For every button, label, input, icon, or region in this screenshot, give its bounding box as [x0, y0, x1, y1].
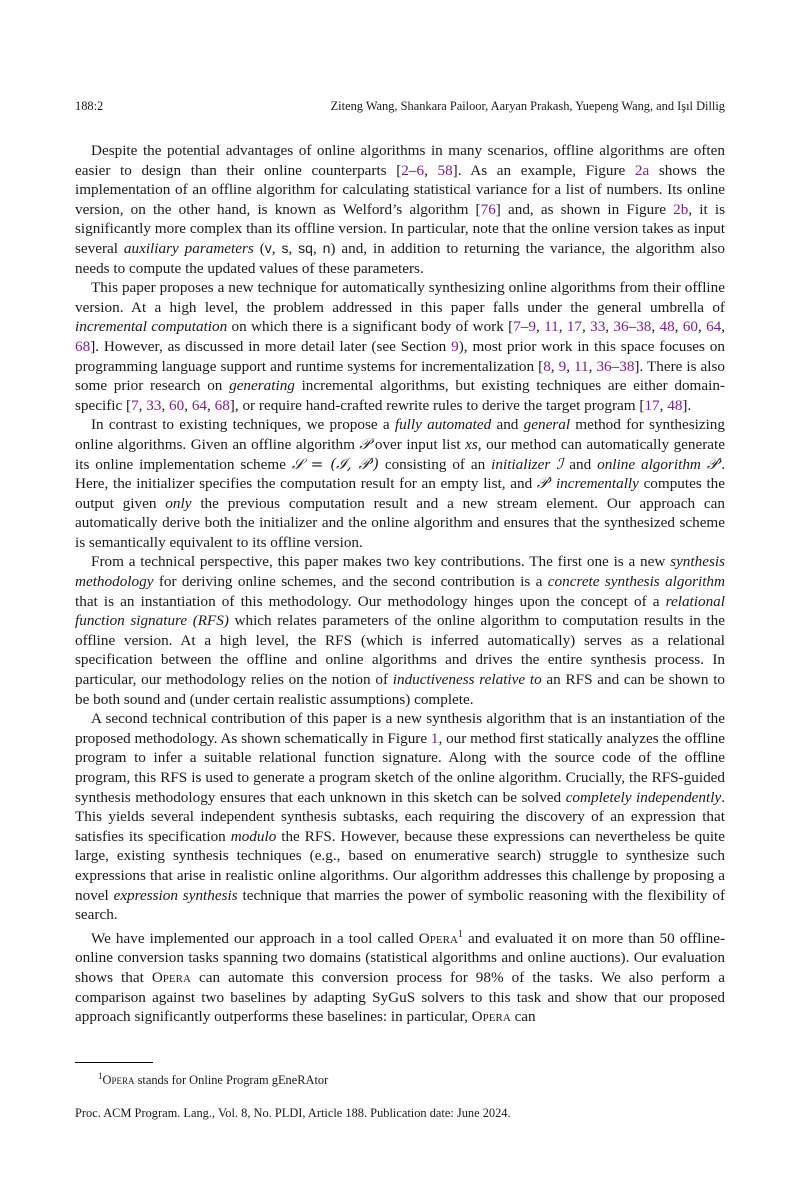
text-run: ,	[288, 239, 299, 257]
text-run: We have implemented our approach in a tool called	[91, 929, 419, 947]
citation-link[interactable]: 8	[543, 357, 551, 375]
text-run: ,	[550, 357, 559, 375]
citation-link[interactable]: 48	[667, 396, 683, 414]
text-run: , our method can automatically generate its online implementation scheme	[75, 435, 726, 473]
text-run: incremental algorithms, but existing techniques are either domain-specific [	[75, 377, 725, 414]
citation-link[interactable]: 76	[480, 200, 496, 218]
text-run: –	[628, 318, 637, 336]
citation-link[interactable]: 17	[566, 318, 582, 336]
text-run: ,	[535, 318, 545, 336]
citation-link[interactable]: 68	[214, 396, 230, 414]
emphasis-text: fully automated	[394, 416, 492, 434]
text-run: that is an instantiation of this methodology. Our methodology hinges upon the concept of a	[75, 592, 666, 610]
citation-link[interactable]: 60	[169, 396, 185, 414]
text-run: (	[253, 239, 265, 257]
citation-link[interactable]: 36	[613, 318, 629, 336]
emphasis-text: incremental computation	[75, 318, 228, 336]
text-run: ], or require hand-crafted rewrite rules to derive the target program [	[229, 396, 645, 414]
code-token: n	[322, 239, 331, 256]
citation-link[interactable]: 58	[437, 161, 453, 179]
text-run: ]. As an example, Figure	[452, 161, 635, 179]
citation-link[interactable]: 17	[644, 396, 660, 414]
text-run: and	[491, 416, 524, 434]
code-token: v	[264, 239, 272, 256]
citation-link[interactable]: 33	[146, 396, 162, 414]
citation-link[interactable]: 64	[706, 318, 722, 336]
math-symbol: 𝒫′	[536, 474, 552, 493]
citation-link[interactable]: 60	[682, 318, 698, 336]
text-run: –	[408, 161, 417, 179]
text-run: consisting of an	[378, 455, 492, 473]
text-run: In contrast to existing techniques, we propose a	[91, 416, 395, 434]
paragraph	[75, 552, 725, 709]
text-run: ]. However, as discussed in more detail later (see Section	[90, 337, 452, 355]
emphasis-text: initializer	[491, 455, 551, 473]
text-run: This paper proposes a new technique for automatically synthesizing online algorithms from their offline version. At a high level, the problem addressed in this paper falls under the general umbrella of	[75, 279, 725, 316]
citation-link[interactable]: 7	[131, 396, 139, 414]
footnote-ref[interactable]: 1	[457, 928, 463, 940]
text-run: ,	[207, 396, 215, 414]
body-text	[75, 141, 725, 1027]
text-run: and evaluated it on more than 50 offline-online conversion tasks spanning two domains (statistical algorithms and online auctions). Our evaluation shows that	[75, 929, 726, 986]
text-run: –	[611, 357, 620, 375]
text-run: the previous computation result and a new stream element. Our approach can automatically derive both the initializer and the online algorithm and ensures that the synthesized scheme is semantically equivalent to its offline version.	[75, 494, 725, 551]
citation-link[interactable]: 2	[401, 161, 409, 179]
emphasis-text: incrementally	[555, 475, 639, 493]
text-run: ,	[184, 396, 192, 414]
citation-link[interactable]: 7	[513, 318, 521, 336]
emphasis-text: online algorithm	[597, 455, 701, 473]
footnote-marker: 1	[98, 1071, 103, 1081]
text-run: . This yields several independent synthesis subtasks, each requiring the discovery of an expression that satisfies its specification	[75, 788, 725, 845]
text-run: ,	[138, 396, 147, 414]
text-run: on which there is a significant body of work [	[227, 318, 514, 336]
text-run: . Here, the initializer specifies the computation result for an empty list, and	[75, 455, 726, 493]
citation-link[interactable]: 48	[659, 318, 675, 336]
text-run: can automate this conversion process for 98% of the tasks. We also perform a comparison against two baselines by adapting SyGuS solvers to this task and show that our proposed approach significantly outperforms these baselines: in particular,	[75, 969, 726, 1026]
tool-name: Opera	[471, 1008, 511, 1026]
paragraph	[75, 925, 725, 1027]
emphasis-text: general	[523, 416, 571, 434]
text-run: From a technical perspective, this paper makes two key contributions. The first one is a new	[91, 553, 671, 571]
citation-link[interactable]: 68	[75, 337, 91, 355]
citation-link[interactable]: 2a	[634, 161, 650, 179]
page-number: 188:2	[75, 99, 104, 113]
text-run: ].	[682, 396, 692, 414]
text-run: can	[510, 1008, 536, 1026]
citation-link[interactable]: 2b	[673, 200, 689, 218]
paragraph	[75, 141, 725, 278]
emphasis-text: synthesis methodology	[75, 553, 725, 591]
footnote-divider	[75, 1062, 153, 1063]
text-run: ,	[582, 318, 591, 336]
text-run: ,	[651, 318, 660, 336]
text-run: the RFS. However, because these expressions can nevertheless be quite large, existing synthesis techniques (e.g., based on enumerative search) struggle to synthesize such expressions that arise in realistic online algorithms. Our algorithm addresses this challenge by proposing a novel	[75, 827, 726, 904]
code-token: s	[281, 239, 289, 256]
text-run: an RFS and can be shown to be both sound and (under certain realistic assumptions) complete.	[75, 671, 726, 708]
emphasis-text: concrete synthesis algorithm	[547, 573, 725, 591]
text-run: ), most prior work in this space focuses on programming language support and runtime systems for incrementalization [	[75, 337, 725, 375]
citation-link[interactable]: 11	[574, 357, 589, 375]
emphasis-text: only	[165, 494, 192, 512]
text-run: ) and, in addition to returning the variance, the algorithm also needs to compute the updated values of these parameters.	[75, 239, 726, 277]
math-symbol: 𝒫′	[706, 454, 722, 473]
emphasis-text: generating	[229, 377, 295, 395]
text-run: and	[563, 455, 598, 473]
text-run: ,	[312, 239, 323, 257]
citation-link[interactable]: 33	[590, 318, 606, 336]
text-run: ,	[161, 396, 170, 414]
text-run: , our method first statically analyzes the offline program to infer a suitable relational function signature. Along with the source code of the offline program, this RFS is used to generate a program sketch of the online algorithm. Crucially, the RFS-guided synthesis methodology ensures that each unknown in this sketch can be solved	[75, 729, 726, 806]
math-symbol: ℐ	[556, 454, 564, 473]
citation-link[interactable]: 11	[544, 318, 559, 336]
text-run: Despite the potential advantages of online algorithms in many scenarios, offline algorithms are often easier to design than their online counterparts [	[75, 142, 725, 179]
text-run: ,	[588, 357, 597, 375]
text-run: ,	[659, 396, 668, 414]
tool-name: Opera	[151, 969, 191, 986]
tool-name: Opera	[418, 929, 458, 947]
text-run: ,	[721, 318, 726, 336]
text-run: ] and, as shown in Figure	[495, 200, 674, 218]
footnote-text: stands for Online Program gEneRAtor	[134, 1073, 329, 1088]
text-run: ,	[566, 357, 574, 375]
text-run: ]. There is also some prior research on	[75, 357, 726, 395]
citation-link[interactable]: 38	[619, 357, 635, 375]
text-run: over input list	[370, 435, 466, 453]
math-symbol: 𝒫	[359, 434, 371, 453]
text-run: ,	[558, 318, 567, 336]
text-run: , it is significantly more complex than its offline version. In particular, note that the online version takes as input several	[75, 200, 725, 257]
author-list: Ziteng Wang, Shankara Pailoor, Aaryan Prakash, Yuepeng Wang, and Işıl Dillig	[330, 99, 725, 113]
citation-link[interactable]: 36	[596, 357, 612, 375]
text-run: ,	[271, 239, 282, 257]
footnote-tool-name: Opera	[102, 1073, 135, 1088]
emphasis-text: relational function signature (RFS)	[75, 592, 725, 630]
text-run: –	[520, 318, 529, 336]
text-run: ,	[674, 318, 683, 336]
text-run: ,	[605, 318, 614, 336]
paragraph	[75, 278, 725, 415]
citation-link[interactable]: 9	[451, 337, 459, 355]
citation-link[interactable]: 38	[636, 318, 652, 336]
citation-link[interactable]: 6	[416, 161, 425, 179]
text-run: method for synthesizing online algorithms. Given an offline algorithm	[75, 416, 725, 453]
citation-link[interactable]: 1	[430, 729, 439, 747]
paragraph	[75, 709, 725, 925]
citation-link[interactable]: 9	[528, 318, 536, 336]
citation-link[interactable]: 9	[558, 357, 567, 375]
text-run: ,	[697, 318, 707, 336]
journal-footer: Proc. ACM Program. Lang., Vol. 8, No. PLDI, Article 188. Publication date: June 2024.	[75, 1106, 511, 1120]
text-run: A second technical contribution of this paper is a new synthesis algorithm that is an instantiation of the proposed methodology. As shown schematically in Figure	[75, 710, 725, 747]
emphasis-text: completely independently	[565, 788, 722, 806]
emphasis-text: expression synthesis	[113, 886, 238, 904]
text-run: which relates parameters of the online algorithm to computation results in the offline version. At a high level, the RFS (which is inferred automatically) serves as a relational specification between the offline and online algorithms and drives the entire synthesis process. In particular, our methodology relies on the notion of	[75, 612, 725, 689]
emphasis-text: auxiliary parameters	[123, 239, 254, 257]
text-run: ,	[424, 161, 438, 179]
math-symbol: 𝒮 = (ℐ, 𝒫′)	[291, 454, 379, 473]
emphasis-text: inductiveness relative to	[392, 671, 542, 689]
footnote	[75, 1068, 725, 1088]
citation-link[interactable]: 64	[191, 396, 208, 414]
paragraph	[75, 415, 725, 552]
text-run: technique that marries the power of symbolic reasoning with the flexibility of search.	[75, 886, 726, 924]
text-run: computes the output given	[75, 475, 726, 512]
emphasis-text: modulo	[230, 827, 277, 845]
code-token: sq	[298, 239, 313, 256]
emphasis-text: xs	[465, 435, 478, 453]
text-run: for deriving online schemes, and the second contribution is a	[153, 573, 548, 591]
text-run: shows the implementation of an offline algorithm for calculating statistical variance for a list of numbers. Its online version, on the other hand, is known as Welford’s algorithm [	[75, 161, 726, 218]
